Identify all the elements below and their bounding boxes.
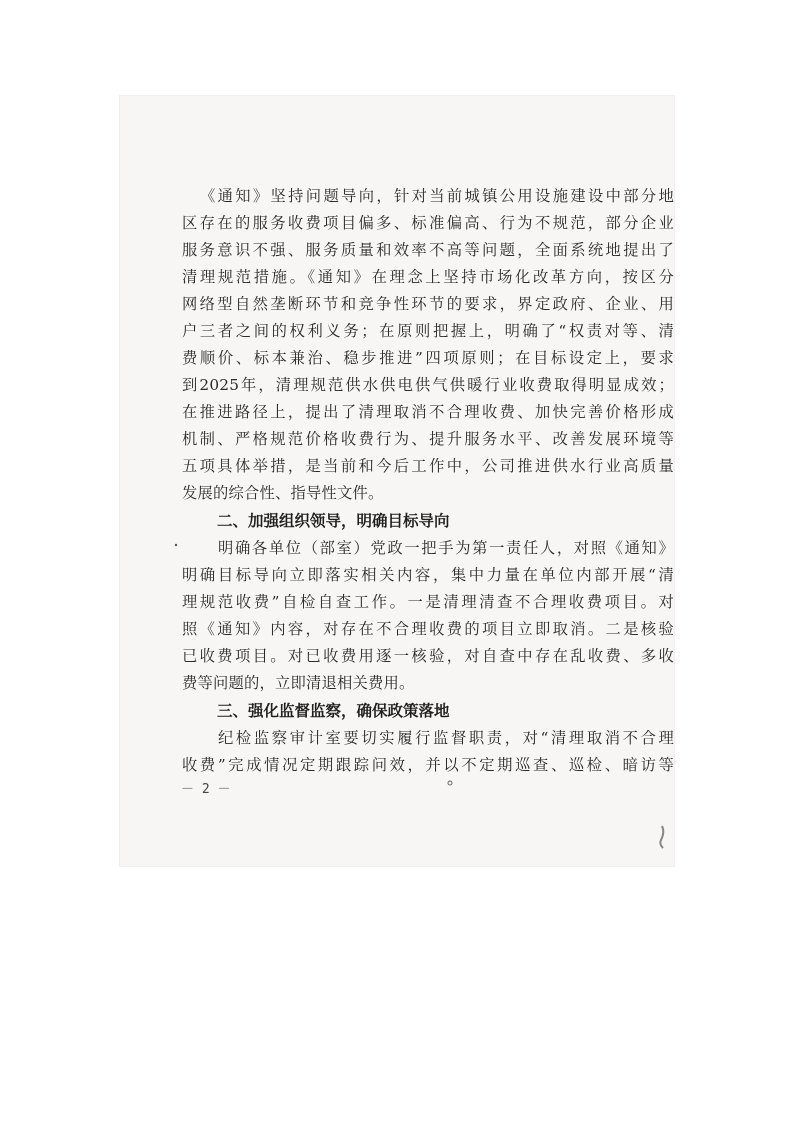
- section-heading: 三、强化监督监察，确保政策落地: [217, 702, 450, 720]
- paragraph-line: 照《通知》内容，对存在不合理收费的项目立即取消。二是核验: [182, 620, 674, 638]
- paragraph-line: 服务意识不强、服务质量和效率不高等问题，全面系统地提出了: [182, 241, 674, 259]
- scanned-page: [120, 96, 674, 866]
- paragraph-line: 纪检监察审计室要切实履行监督职责，对“清理取消不合理: [218, 729, 674, 747]
- paragraph-line: 明确各单位（部室）党政一把手为第一责任人，对照《通知》: [218, 539, 674, 557]
- paragraph-line: 发展的综合性、指导性文件。: [182, 484, 384, 502]
- paragraph-line: 机制、严格规范价格收费行为、提升服务水平、改善发展环境等: [182, 430, 674, 448]
- paragraph-line: 收费”完成情况定期跟踪问效，并以不定期巡查、巡检、暗访等: [182, 756, 674, 774]
- paragraph-line: 费等问题的，立即清退相关费用。: [182, 674, 415, 692]
- paragraph-line: 网络型自然垄断环节和竞争性环节的要求，界定政府、企业、用: [182, 295, 674, 313]
- paragraph-line: 《通知》坚持问题导向，针对当前城镇公用设施建设中部分地: [200, 187, 674, 205]
- paragraph-line: 明确目标导向立即落实相关内容，集中力量在单位内部开展“清: [182, 566, 674, 584]
- paragraph-line: 费顺价、标本兼治、稳步推进”四项原则；在目标设定上，要求: [182, 349, 674, 367]
- paragraph-line: 清理规范措施。《通知》在理念上坚持市场化改革方向，按区分: [182, 268, 674, 286]
- paragraph-line: 理规范收费”自检自查工作。一是清理清查不合理收费项目。对: [182, 593, 674, 611]
- paragraph-line: 到2025年，清理规范供水供电供气供暖行业收费取得明显成效；: [182, 376, 674, 394]
- paragraph-line: 五项具体举措，是当前和今后工作中，公司推进供水行业高质量: [182, 457, 674, 475]
- paragraph-line: 在推进路径上，提出了清理取消不合理收费、加快完善价格形成: [182, 403, 674, 421]
- section-heading: 二、加强组织领导，明确目标导向: [217, 512, 450, 530]
- paragraph-line: 已收费项目。对已收费用逐一核验，对自查中存在乱收费、多收: [182, 647, 674, 665]
- scan-artifacts: [120, 96, 674, 866]
- paragraph-line: 户三者之间的权利义务；在原则把握上，明确了“权责对等、清: [182, 322, 674, 340]
- page-number: － 2 －: [181, 782, 231, 797]
- paragraph-line: 区存在的服务收费项目偏多、标准偏高、行为不规范，部分企业: [182, 214, 674, 232]
